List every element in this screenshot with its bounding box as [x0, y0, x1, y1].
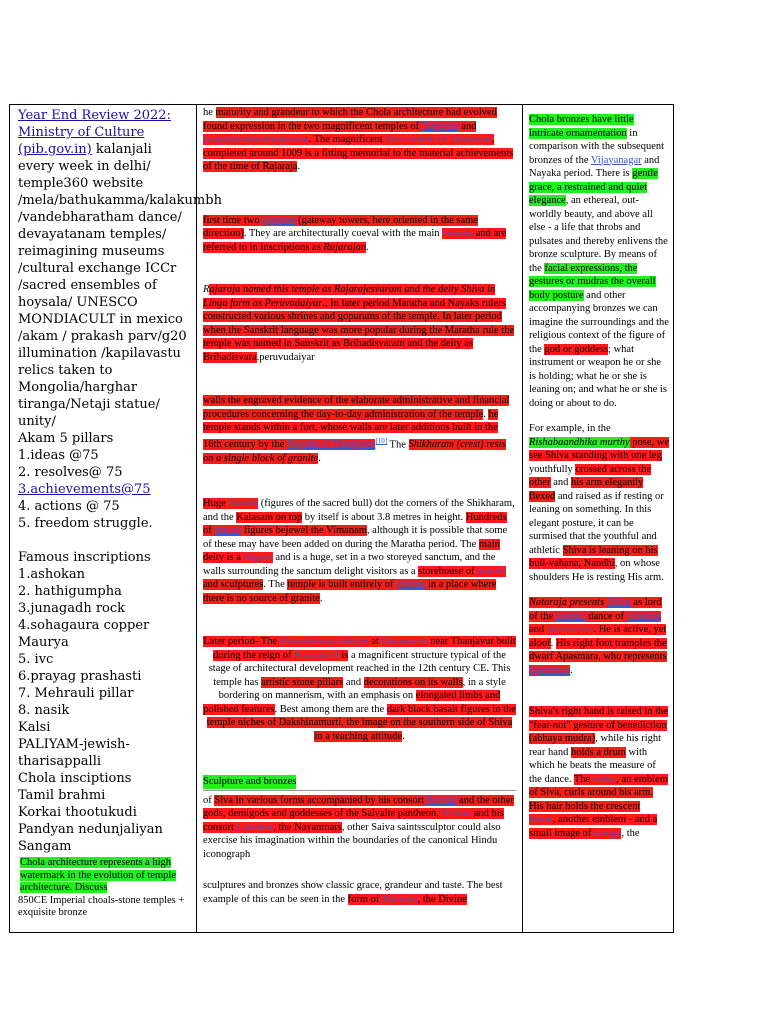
pillar-item: 1.ideas @75: [18, 448, 99, 463]
siva-temple-link[interactable]: Siva temple of Thanjavur: [385, 134, 492, 145]
granite-link[interactable]: granite: [396, 579, 426, 590]
inscription-item: PALIYAM-jewish-tharisappalli: [18, 737, 130, 769]
paragraph-shiva-hands: Shiva's right hand is raised in the "fear-not" gesture of benediction (abhaya mudra), while his right rear hand holds a drum with which he beats the measure of the dance. The cobra, an emblem of Siva, curls around his arm. His hair holds the crescent moon, another emblem - and a small image of Ganga, the: [529, 706, 668, 839]
shiva-link[interactable]: Shiva: [606, 597, 631, 608]
paragraph-gopuras: first time two gopuras (gateway towers, here oriented in the same direction). They are architecturally coeval with the main vimana and are referred to in inscriptions as Rajarajan.: [203, 214, 507, 253]
vimana-link[interactable]: vimana: [442, 228, 474, 239]
pillar-item: 2. resolves@ 75: [18, 465, 123, 480]
inscription-item: Sangam: [18, 839, 72, 854]
inscription-item: 3.junagadh rock: [18, 601, 126, 616]
inscription-item: Kalsi: [18, 720, 51, 735]
achievements-link[interactable]: 3.achievements@75: [18, 482, 151, 497]
paragraph-walls: walls the engraved evidence of the elaborate administrative and financial procedures concerning the day-to-day administration of the temple. he temple stands within a fort, whose walls are later additions built in the 16th century by the Nayaks of Thanjavur[10] The Shikharam (crest) rests on a single block of granite.: [203, 395, 510, 464]
notes-column: [10, 105, 222, 932]
airavatesvara-link[interactable]: Airavatesvara temple: [279, 636, 369, 647]
inscription-item: 4.sohagaura copper Maurya: [18, 618, 150, 650]
inscription-item: Chola insciptions: [18, 771, 132, 786]
moon-link[interactable]: moon: [529, 814, 553, 825]
pillars-title: Akam 5 pillars: [18, 431, 114, 446]
inscription-item: 1.ashokan: [18, 567, 86, 582]
inscription-item: Tamil brahmi: [18, 788, 106, 803]
darasuram-link[interactable]: Darasuram: [381, 636, 428, 647]
bronzes-column: [523, 105, 673, 932]
document-table: [9, 104, 674, 933]
ganga-link[interactable]: Ganga: [594, 827, 622, 839]
architecture-column: [197, 105, 523, 932]
pillar-item: 4. actions @ 75: [18, 499, 120, 514]
nataraja-link[interactable]: Nataraja: [382, 893, 418, 905]
destruction-link[interactable]: destruction: [546, 624, 594, 635]
paragraph-rishabaandhika: For example, in the Rishabaandhika murthy pose, we see Shiva standing with one leg youthfully crossed across the other and his arm elegantly flexed and raised as if resting or leaning on something. In this elegant posture, it can be surmised that the youthful and athletic Shiva is leaning on his bull-vahana, Nandhi, on whose shoulders He is resting His arm.: [529, 423, 669, 583]
ignorance-link[interactable]: ignorance: [529, 664, 571, 676]
inscription-item: Pandyan nedunjaliyan: [18, 822, 163, 837]
inscription-item: 7. Mehrauli pillar: [18, 686, 134, 701]
inscriptions-title: Famous inscriptions: [18, 550, 151, 565]
rajaraja-ii-link[interactable]: Rajaraja II: [294, 649, 339, 661]
nayaks-link[interactable]: Nayaks of Thanjavur: [286, 439, 376, 450]
paragraph-airavatesvara: Later period- The Airavatesvara temple at Darasuram near Thanjavur built during the reign of Rajaraja II is a magnificent structure typical of the stage of architectural development reached in the 12th century CE. This temple has artistic stone pillars and decorations on its walls, in a style bordering on mannerism, with an emphasis on elongated limbs and polished features. Best among them are the dark black basalt figures in the temple niches of Dakshinamurti, the image on the southern side of Shiva in a teaching attitude.: [203, 636, 516, 742]
notes-intro-text: kalanjali every week in delhi/ temple360 website /mela/bathukamma/kalakumbh /vandebharatham dance/ devayatanam temples/ reimagining museums /cultural exchange ICCr /sacred ensembles of hoysala/ UNESCO MONDIACULT in mexico /akam / prakash parv/g20 illumination /kapilavastu relics taken to Mongolia/harghar tiranga/Netaji statue/ unity/: [18, 142, 222, 429]
cobra-link[interactable]: cobra: [592, 773, 617, 785]
chola-question-highlight: Chola architecture represents a high watermark in the evolution of temple architecture. Discuss: [20, 857, 176, 893]
nandis-link[interactable]: Nandis: [228, 498, 259, 509]
cosmic-link[interactable]: cosmic: [555, 610, 586, 622]
stucco-link[interactable]: stucco: [214, 525, 242, 536]
paragraph-chola-bronzes: Chola bronzes have little intricate ornamentation in comparison with the subsequent bronzes of the Vijayanagar and Nayaka period. There is gentle grace, a restrained and quiet elegance, an ethereal, out-worldly beauty, and above all else - a life that throbs and pulsates and thereby enlivens the bronze sculpture. By means of the facial expressions, the gestures or mudras the overall body posture and other accompanying bronzes we can imagine the surroundings and the religious context of the figure of the god or goddess; what instrument or weapon he or she is holding; what he or she is leaning on; and what he or she is doing or about to do.: [529, 114, 669, 409]
paragraph-rajarajesvaram: Rajaraja named this temple as Rajarajesvaram and the deity Shiva in Linga form as Peruvudaiyar., In later period Maratha and Nayaks rulers constructed various shrines and gopurams of the temple. In later period when the Sanskrit language was more popular during the Maratha rule the temple was named in Sanskrit as Brihadisvaram and the deity as Brihadisvara.peruvudaiyar: [203, 284, 515, 363]
vijayanagar-link[interactable]: Vijayanagar: [590, 154, 642, 166]
gangaikondacholapuram-link[interactable]: Gangaikondacholapuram: [203, 134, 309, 145]
citation-10[interactable]: [10]: [375, 436, 388, 445]
sculpture-heading: Sculpture and bronzes: [203, 776, 297, 787]
inscription-item: 6.prayag prashasti: [18, 669, 142, 684]
footer-note: 850CE Imperial choals-stone temples + exquisite bronze: [18, 894, 185, 918]
paragraph-classic-grace: sculptures and bronzes show classic grace, grandeur and taste. The best example of this can be seen in the form of Nataraja, the Divine: [203, 880, 503, 905]
paragraph-siva-forms: of Siva in various forms accompanied by his consort Parvati and the other gods, demigods and goddesses of the Saivaite pantheon, Vishnu and his consort Lakshmi, the Nayanmars, other Saiva saintssculptor could also exercise his imagination within the boundaries of the canonical Hindu iconograph: [203, 794, 514, 860]
pib-link[interactable]: Year End Review 2022: Ministry of Culture (pib.gov.in): [18, 108, 171, 157]
inscription-item: 2. hathigumpha: [18, 584, 122, 599]
paragraph-nandis: Huge Nandis (figures of the sacred bull) dot the corners of the Shikharam, and the Kalasam on top by itself is about 3.8 metres in height. Hundreds of stucco figures bejewel the Vimanam, although it is possible that some of these may have been added on during the Maratha period. The main deity is a lingam and is a huge, set in a two storeyed sanctum, and the walls surrounding the sanctum delight visitors as a storehouse of murals and sculptures. The temple is built entirely of granite in a place where there is no source of granite.: [203, 498, 515, 604]
pillar-item: 5. freedom struggle.: [18, 516, 153, 531]
inscription-item: 5. ivc: [18, 652, 54, 667]
vishnu-link[interactable]: Vishnu: [441, 808, 472, 819]
inscription-item: Korkai thootukudi: [18, 805, 137, 820]
inscription-item: 8. nasik: [18, 703, 70, 718]
paragraph-nataraja: Nataraja presents Shiva as lord of the cosmic dance of creation and destruction. He is active, yet aloof. His right foot tramples the dwarf Apasmara, who represents ignorance.: [529, 597, 667, 676]
notes-intro: [18, 107, 222, 430]
tanjavur-link[interactable]: Tanjavur: [421, 120, 459, 132]
parvati-link[interactable]: Parvati: [426, 794, 457, 806]
murals-link[interactable]: murals: [477, 565, 506, 577]
lakshmi-link[interactable]: Lakshmi: [236, 821, 274, 833]
creation-link[interactable]: creation: [626, 610, 661, 622]
lingam-link[interactable]: lingam: [243, 552, 273, 563]
paragraph-thanjavur: he maturity and grandeur to which the Chola architecture had evolved found expression in the two magnificent temples of Tanjavur and Gangaikondacholapuram. The magnificent Siva temple of Thanjavur, completed around 1009 is a fitting memorial to the material achievements of the time of Rajaraja.: [203, 107, 514, 172]
gopuras-link[interactable]: gopuras: [262, 214, 296, 226]
